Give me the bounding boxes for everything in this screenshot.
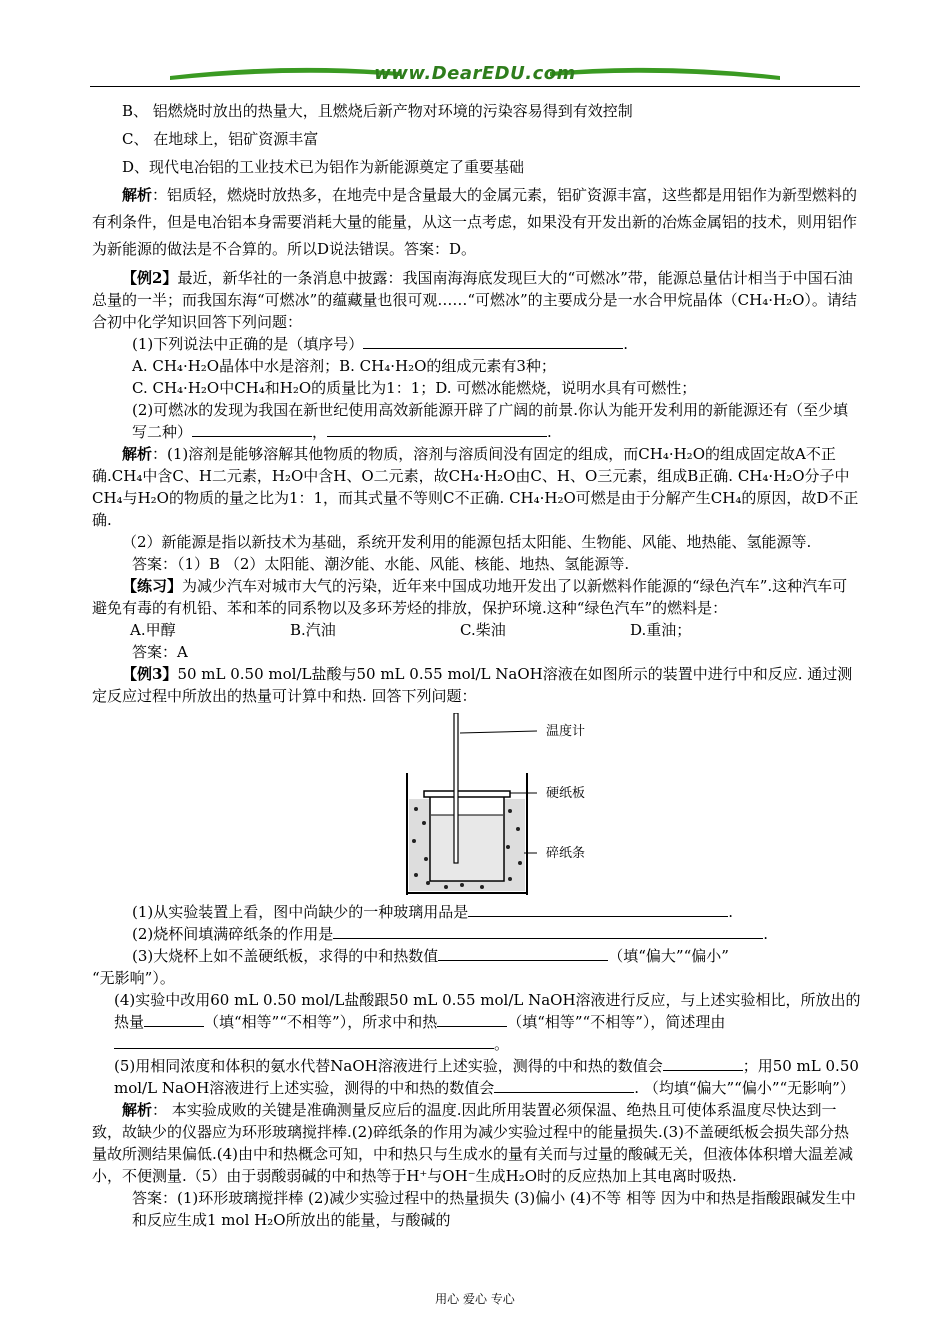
answer-blank[interactable] — [333, 924, 763, 939]
analysis-1-text: ：铝质轻，燃烧时放热多，在地壳中是含量最大的金属元素，铝矿资源丰富，这些都是用铝作为新型燃料的有利条件，但是电冶铝本身需要消耗大量的能量，从这一点考虑，如果没有开发出新的冶炼金属铝的技术，则用铝作为新能源的做法是不合算的。所以D说法错误。答案：D。 — [92, 186, 858, 258]
analysis-label: 解析 — [122, 445, 153, 463]
question-3-4-hint: （填“相等”“不相等”），所求中和热 — [204, 1013, 438, 1031]
answer-blank[interactable] — [363, 334, 623, 349]
header-rule — [90, 86, 860, 87]
analysis-3-text: ： 本实验成败的关键是准确测量反应后的温度.因此所用装置必须保温、绝热且可使体系温度尽快达到一致，故缺少的仪器应为环形玻璃搅拌棒.(2)碎纸条的作用为减少实验过程中的能量损失.(3)不盖硬纸板会损失部分热量故所测结果偏低.(4)由中和热概念可知，中和热只与生成水的量有关而与过量的酸碱无关，但液体体积增大温差减小，不便测量.（5）由于弱酸弱碱的中和热等于H⁺与OH⁻生成H₂O时的反应热加上其电离时吸热. — [92, 1101, 854, 1185]
answer-2: 答案：（1）B （2）太阳能、潮汐能、水能、风能、核能、地热、氢能源等. — [132, 555, 630, 573]
answer-blank[interactable] — [144, 1012, 204, 1027]
analysis-1 — [92, 182, 862, 263]
question-3-5-text: (5)用相同浓度和体积的氨水代替NaOH溶液进行上述实验，测得的中和热的数值会 — [114, 1057, 663, 1075]
question-2-1-options-ab: A. CH₄·H₂O晶体中水是溶剂；B. CH₄·H₂O的组成元素有3种； — [132, 357, 556, 375]
example-3-label: 【例3】 — [122, 665, 178, 683]
calorimeter-figure — [92, 713, 862, 895]
analysis-2 — [92, 443, 862, 531]
example-2-text: 最近，新华社的一条消息中披露：我国南海海底发现巨大的“可燃冰”带，能源总量估计相当于中国石油总量的一半；而我国东海“可燃冰”的蕴藏量也很可观……“可燃冰”的主要成分是一水合甲烷晶体（CH₄·H₂O）。请结合初中化学知识回答下列问题： — [92, 269, 857, 331]
practice-option-a: A.甲醇 — [130, 621, 176, 639]
question-2-2-text: (2)可燃冰的发现为我国在新世纪使用高效新能源开辟了广阔的前景.你认为能开发利用的新能源还有（至少填写二种） — [132, 401, 849, 441]
answer-blank[interactable] — [327, 422, 547, 437]
answer-blank[interactable] — [437, 1012, 507, 1027]
option-c: C、 在地球上，铝矿资源丰富 — [122, 130, 319, 148]
analysis-3 — [92, 1099, 862, 1187]
question-3-5: (5)用相同浓度和体积的氨水代替NaOH溶液进行上述实验，测得的中和热的数值会 ；用50 mL 0.50 mol/L NaOH溶液进行上述实验，测得的中和热的数值会 . （均填“偏大”“偏小”“无影响”） — [114, 1057, 859, 1097]
question-3-3-text: (3)大烧杯上如不盖硬纸板，求得的中和热数值 — [132, 947, 439, 965]
practice-options — [92, 619, 862, 641]
question-3-3-hint-cont: “无影响”）。 — [92, 969, 175, 987]
answer-blank[interactable] — [468, 902, 728, 917]
answer-blank[interactable] — [438, 946, 608, 961]
analysis-2-part-2: （2）新能源是指以新技术为基础，系统开发利用的能源包括太阳能、生物能、风能、地热能、氢能源等. — [122, 533, 812, 551]
document-body — [92, 100, 862, 1231]
question-3-2-text: (2)烧杯间填满碎纸条的作用是 — [132, 925, 334, 943]
practice-option-c: C.柴油 — [460, 621, 506, 639]
question-3-1-text: (1)从实验装置上看，图中尚缺少的一种玻璃用品是 — [132, 903, 469, 921]
answer-blank[interactable] — [114, 1034, 494, 1049]
answer-blank[interactable] — [192, 422, 312, 437]
answer-blank[interactable] — [663, 1056, 743, 1071]
practice — [92, 575, 862, 619]
practice-label: 【练习】 — [122, 577, 183, 595]
question-3-5-text-2: ；用50 mL 0.50 mol/L NaOH溶液进行上述实验，测得的中和热的数值会 — [114, 1057, 859, 1097]
question-3-4: (4)实验中改用60 mL 0.50 mol/L盐酸跟50 mL 0.55 mol/L NaOH溶液进行反应，与上述实验相比，所放出的热量 （填“相等”“不相等”），所求中和热 （填“相等”“不相等”），简述理由。 — [114, 991, 861, 1053]
question-2-1: (1)下列说法中正确的是（填序号） . — [132, 335, 629, 353]
page-header — [90, 60, 860, 90]
analysis-2-text: ：(1)溶剂是能够溶解其他物质的物质，溶剂与溶质间没有固定的组成，而CH₄·H₂O的组成固定故A不正确.CH₄中含C、H二元素，H₂O中含H、O二元素，故CH₄·H₂O由C、H、O三元素，组成B正确. CH₄·H₂O分子中CH₄与H₂O的物质的量之比为1：1，而其式量不等则C不正确. CH₄·H₂O可燃是由于分解产生CH₄的原因，故D不正确. — [92, 445, 859, 529]
site-logo-text: www.DearEDU.com — [374, 63, 576, 84]
question-3-3 — [92, 945, 862, 967]
paper-strip-label: 碎纸条 — [546, 846, 586, 861]
practice-option-b: B.汽油 — [290, 621, 336, 639]
question-3-1: (1)从实验装置上看，图中尚缺少的一种玻璃用品是 . — [132, 903, 734, 921]
option-b: B、 铝燃烧时放出的热量大，且燃烧后新产物对环境的污染容易得到有效控制 — [122, 102, 633, 120]
practice-option-d: D.重油； — [630, 621, 692, 639]
question-3-5-hint: （均填“偏大”“偏小”“无影响”） — [643, 1079, 855, 1097]
answer-blank[interactable] — [494, 1078, 634, 1093]
thermometer-label: 温度计 — [546, 724, 586, 739]
example-3-text: 50 mL 0.50 mol/L盐酸与50 mL 0.55 mol/L NaOH溶液在如图所示的装置中进行中和反应. 通过测定反应过程中所放出的热量可计算中和热. 回答下列问题： — [92, 665, 853, 705]
question-3-3-hint: （填“偏大”“偏小” — [608, 947, 729, 965]
question-2-1-options-cd: C. CH₄·H₂O中CH₄和H₂O的质量比为1：1；D. 可燃冰能燃烧，说明水具有可燃性； — [132, 379, 697, 397]
question-3-2: (2)烧杯间填满碎纸条的作用是 . — [132, 925, 769, 943]
option-d: D、现代电冶铝的工业技术已为铝作为新能源奠定了重要基础 — [122, 158, 525, 176]
board-label: 硬纸板 — [546, 786, 586, 801]
practice-answer: 答案：A — [132, 643, 188, 661]
analysis-label: 解析 — [122, 186, 153, 204]
example-2 — [92, 267, 862, 333]
practice-text: 为减少汽车对城市大气的污染，近年来中国成功地开发出了以新燃料作能源的“绿色汽车”.这种汽车可避免有毒的有机铅、苯和苯的同系物以及多环芳烃的排放，保护环境.这种“绿色汽车”的燃料是： — [92, 577, 848, 617]
page-footer: 用心 爱心 专心 — [435, 1292, 515, 1306]
question-2-1-text: (1)下列说法中正确的是（填序号） — [132, 335, 364, 353]
analysis-label: 解析 — [122, 1101, 153, 1119]
example-2-label: 【例2】 — [122, 269, 178, 287]
answer-3: 答案：(1)环形玻璃搅拌棒 (2)减少实验过程中的热量损失 (3)偏小 (4)不等 相等 因为中和热是指酸跟碱发生中和反应生成1 mol H₂O所放出的能量，与酸碱的 — [132, 1189, 856, 1229]
question-3-4-text: (4)实验中改用60 mL 0.50 mol/L盐酸跟50 mL 0.55 mol/L NaOH溶液进行反应，与上述实验相比，所放出的热量 — [114, 991, 861, 1031]
question-3-4-hint-2: （填“相等”“不相等”），简述理由 — [507, 1013, 726, 1031]
question-2-2: (2)可燃冰的发现为我国在新世纪使用高效新能源开辟了广阔的前景.你认为能开发利用的新能源还有（至少填写二种） ， . — [132, 401, 849, 441]
example-3 — [92, 663, 862, 707]
calorimeter-diagram — [402, 713, 672, 895]
